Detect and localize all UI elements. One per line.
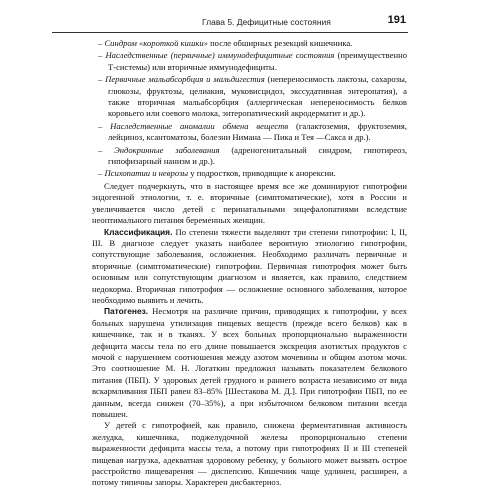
list-item-text: у подростков, приводящие к анорексии. xyxy=(188,168,336,179)
list-item: – Эндокринные заболевания (адреногенитальный синдром, гипотиреоз, гипофизарный нанизм и др.). xyxy=(98,144,407,167)
list-item: – Первичные мальабсорбция и мальдигестия (непереносимость лактозы, сахарозы, глюкозы, фруктозы, целиакия, муковисцидоз, экссудативная энтеропатия), а также вторичная мальабсорбция (аллергическая непереносимость белков коровьего или соевого молока, энтеропатический акродерматит и др.). xyxy=(98,74,407,119)
page-body xyxy=(92,38,407,489)
list-item-text: (адреногенитальный синдром, гипотиреоз, гипофизарный нанизм и др.). xyxy=(108,144,407,167)
paragraph-text: Несмотря на различие причин, приводящих к гипотрофии, у всех больных нарушена утилизация пищевых веществ (прежде всего белков) как в кишечнике, так и в тканях. У всех больных пропорционально выраженности дефицита массы тела по его длине повышается экскреция азотистых продуктов с мочой с нарушением соотношения между азотом мочевины и общим азотом мочи. Это соотношение М. Н. Логаткин предложил называть показателем белкового питания (ПБП). У здоровых детей грудного и раннего возраста независимо от вида вскармливания ПБП равен 83–85% [Шестакова М. Д.]. При гипотрофии ПБП, по ее данным, всегда снижен (70–35%), а при избыточном белковом питании всегда повышен. xyxy=(92,306,407,419)
paragraph-text: По степени тяжести выделяют три степени гипотрофии: I, II, III. В диагнозе следует указать наиболее вероятную этиологию гипотрофии, сопутствующие заболевания, осложнения. Необходимо различать первичные и вторичные (симптоматические) гипотрофии. Первичная гипотрофия может быть основным или сопутствующим диагнозом и является, как правило, следствием недокорма. Вторичная гипотрофия — осложнение основного заболевания, которое необходимо выявить и лечить. xyxy=(92,226,407,305)
paragraph-text: Следует подчеркнуть, что в настоящее время все же доминируют гипотрофии эндогенной этиологии, т. е. вторичные (симптоматические), хотя в России и увеличивается число детей с перинатальными энцефалопатиями вследствие неоптимального питания беременных женщин. xyxy=(92,180,407,226)
list-item-text: после обширных резекций кишечника. xyxy=(207,38,353,48)
list-item-term: Наследственные (первичные) иммунодефицитные состояния xyxy=(105,50,335,61)
list-item-term: Эндокринные заболевания xyxy=(114,144,220,155)
list-item: – Синдром «короткой кишки» после обширных резекций кишечника. xyxy=(98,38,353,48)
list-item-text: (непереносимость лактозы, сахарозы, глюкозы, фруктозы, целиакия, муковисцидоз, экссудативная энтеропатия), а также вторичная мальабсорбция (аллергическая непереносимость белков коровьего или соевого молока, энтеропатический акродерматит и др.). xyxy=(108,74,407,119)
paragraph-etiology-note xyxy=(92,181,407,227)
paragraph-classification xyxy=(92,227,407,307)
list-item: – Наследственные (первичные) иммунодефицитные состояния (преимущественно Т-системы) или вторичные иммунодефициты. xyxy=(98,50,407,72)
running-header xyxy=(52,14,408,33)
list-item-term: Наследственные аномалии обмена веществ xyxy=(110,120,289,131)
list-item-text: (преимущественно Т-системы) или вторичные иммунодефициты. xyxy=(108,50,407,72)
paragraph-text: У детей с гипотрофией, как правило, снижена ферментативная активность желудка, кишечника, поджелудочной железы пропорционально степени выраженности дефицита массы тела, а потому при гипотрофиях II и III степеней пищевая нагрузка, адекватная здоровому ребенку, у больного может вызвать острое расстройство пищеварения — диспепсию. Кишечник чаще удлинен, расширен, а потому типичны запоры. Характерен дисбактериоз. xyxy=(92,420,407,488)
list-item: – Психопатии и неврозы у подростков, приводящие к анорексии. xyxy=(98,168,336,179)
section-heading: Патогенез. xyxy=(104,306,149,317)
page-number: 191 xyxy=(387,14,406,26)
section-heading: Классификация. xyxy=(104,226,173,237)
list-item-term: Синдром «короткой кишки» xyxy=(104,38,208,48)
paragraph-enzymes xyxy=(92,420,407,488)
chapter-title: Глава 5. Дефицитные состояния xyxy=(202,17,331,27)
list-item-text: (галактоземия, фруктоземия, лейциноз, ксантоматозы, болезни Нимана — Пика и Тея —Сакса и др.). xyxy=(108,120,407,143)
list-item: – Наследственные аномалии обмена веществ (галактоземия, фруктоземия, лейциноз, ксантоматозы, болезни Нимана — Пика и Тея —Сакса и др.). xyxy=(98,120,407,143)
list-item-term: Первичные мальабсорбция и мальдигестия xyxy=(105,74,265,85)
paragraph-pathogenesis xyxy=(92,306,407,420)
list-item-term: Психопатии и неврозы xyxy=(104,168,189,179)
